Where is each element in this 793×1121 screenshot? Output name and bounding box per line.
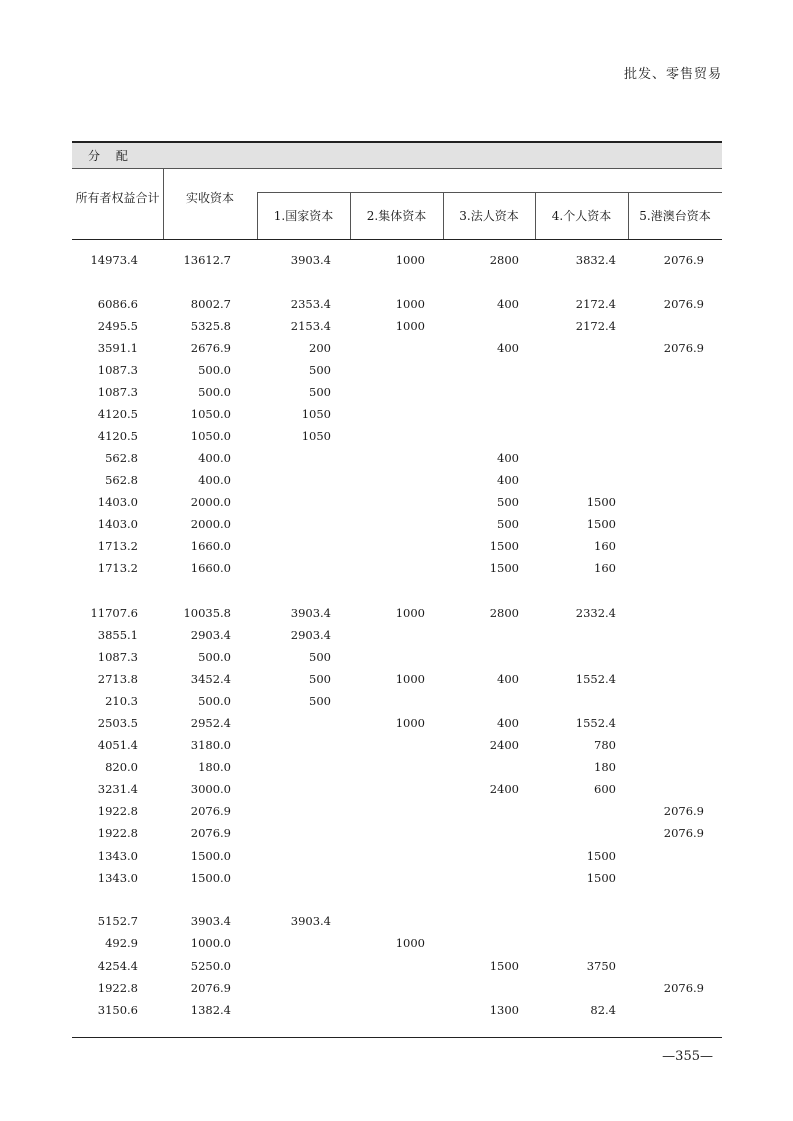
table-row bbox=[0, 756, 793, 778]
table-row bbox=[0, 602, 793, 624]
table-row bbox=[0, 955, 793, 977]
table-cell: 2495.5 bbox=[97, 319, 138, 333]
table-cell: 1500 bbox=[586, 495, 616, 509]
table-row bbox=[0, 491, 793, 513]
table-row bbox=[0, 999, 793, 1021]
table-cell: 5325.8 bbox=[190, 319, 231, 333]
table-row bbox=[0, 668, 793, 690]
table-cell: 2076.9 bbox=[663, 297, 704, 311]
band-label: 分 配 bbox=[88, 149, 134, 163]
table-cell: 3231.4 bbox=[97, 782, 138, 796]
table-row bbox=[0, 315, 793, 337]
table-cell: 2353.4 bbox=[290, 297, 331, 311]
header-hk-macau-tw-capital: 5.港澳台资本 bbox=[639, 209, 711, 223]
table-row bbox=[0, 822, 793, 844]
table-cell: 500 bbox=[497, 517, 519, 531]
table-cell: 82.4 bbox=[590, 1003, 616, 1017]
table-cell: 400 bbox=[497, 672, 519, 686]
table-cell: 500 bbox=[309, 672, 331, 686]
table-cell: 2800 bbox=[489, 606, 519, 620]
page-number: —355— bbox=[662, 1049, 713, 1064]
table-cell: 1922.8 bbox=[97, 826, 138, 840]
table-row bbox=[0, 425, 793, 447]
table-row bbox=[0, 932, 793, 954]
table-row bbox=[0, 513, 793, 535]
table-row bbox=[0, 734, 793, 756]
table-cell: 400.0 bbox=[198, 473, 231, 487]
table-cell: 3903.4 bbox=[290, 914, 331, 928]
table-cell: 1087.3 bbox=[97, 650, 138, 664]
table-row bbox=[0, 845, 793, 867]
table-cell: 500.0 bbox=[198, 385, 231, 399]
table-cell: 500 bbox=[309, 650, 331, 664]
table-cell: 2400 bbox=[489, 782, 519, 796]
table-cell: 2076.9 bbox=[663, 826, 704, 840]
table-cell: 1713.2 bbox=[97, 539, 138, 553]
table-cell: 2076.9 bbox=[663, 253, 704, 267]
table-cell: 14973.4 bbox=[90, 253, 138, 267]
table-cell: 200 bbox=[309, 341, 331, 355]
table-row bbox=[0, 381, 793, 403]
table-cell: 1050 bbox=[301, 429, 331, 443]
table-cell: 1500 bbox=[586, 517, 616, 531]
table-cell: 3855.1 bbox=[97, 628, 138, 642]
table-row bbox=[0, 646, 793, 668]
table-cell: 1500 bbox=[489, 561, 519, 575]
table-cell: 500.0 bbox=[198, 694, 231, 708]
table-row bbox=[0, 249, 793, 271]
table-cell: 2000.0 bbox=[190, 495, 231, 509]
table-row bbox=[0, 557, 793, 579]
header-collective-capital: 2.集体资本 bbox=[366, 209, 427, 223]
table-cell: 2076.9 bbox=[663, 341, 704, 355]
table-cell: 1343.0 bbox=[97, 849, 138, 863]
table-cell: 1000 bbox=[395, 936, 425, 950]
table-cell: 1500 bbox=[586, 871, 616, 885]
table-cell: 3000.0 bbox=[190, 782, 231, 796]
table-cell: 500.0 bbox=[198, 650, 231, 664]
table-cell: 11707.6 bbox=[90, 606, 138, 620]
table-cell: 1660.0 bbox=[190, 539, 231, 553]
table-cell: 1552.4 bbox=[575, 716, 616, 730]
table-cell: 2503.5 bbox=[97, 716, 138, 730]
table-cell: 180 bbox=[594, 760, 616, 774]
table-cell: 5250.0 bbox=[190, 959, 231, 973]
table-cell: 1403.0 bbox=[97, 517, 138, 531]
table-cell: 3591.1 bbox=[97, 341, 138, 355]
table-row bbox=[0, 867, 793, 889]
table-cell: 2713.8 bbox=[97, 672, 138, 686]
table-cell: 492.9 bbox=[105, 936, 138, 950]
table-cell: 2400 bbox=[489, 738, 519, 752]
running-head: 批发、零售贸易 bbox=[623, 67, 722, 82]
table-row bbox=[0, 293, 793, 315]
table-row bbox=[0, 690, 793, 712]
table-cell: 400 bbox=[497, 716, 519, 730]
table-row bbox=[0, 469, 793, 491]
table-cell: 820.0 bbox=[105, 760, 138, 774]
table-cell: 4254.4 bbox=[97, 959, 138, 973]
table-cell: 1343.0 bbox=[97, 871, 138, 885]
table-cell: 1000 bbox=[395, 297, 425, 311]
table-cell: 2076.9 bbox=[190, 981, 231, 995]
header-state-capital: 1.国家资本 bbox=[273, 209, 334, 223]
table-row bbox=[0, 535, 793, 557]
table-cell: 3452.4 bbox=[190, 672, 231, 686]
table-cell: 1500.0 bbox=[190, 871, 231, 885]
table-cell: 2076.9 bbox=[190, 826, 231, 840]
table-row bbox=[0, 712, 793, 734]
table-cell: 3903.4 bbox=[290, 253, 331, 267]
header-individual-capital: 4.个人资本 bbox=[551, 209, 612, 223]
table-cell: 4051.4 bbox=[97, 738, 138, 752]
table-cell: 500 bbox=[497, 495, 519, 509]
table-header bbox=[72, 169, 722, 240]
table-cell: 2903.4 bbox=[290, 628, 331, 642]
table-cell: 4120.5 bbox=[97, 407, 138, 421]
table-cell: 562.8 bbox=[105, 473, 138, 487]
table-row bbox=[0, 977, 793, 999]
table-cell: 1922.8 bbox=[97, 804, 138, 818]
header-paid-in-capital: 实收资本 bbox=[185, 190, 234, 205]
table-cell: 5152.7 bbox=[97, 914, 138, 928]
table-cell: 500 bbox=[309, 694, 331, 708]
table-cell: 2800 bbox=[489, 253, 519, 267]
table-cell: 13612.7 bbox=[183, 253, 231, 267]
table-cell: 1050.0 bbox=[190, 407, 231, 421]
table-cell: 1922.8 bbox=[97, 981, 138, 995]
table-cell: 2076.9 bbox=[190, 804, 231, 818]
table-cell: 210.3 bbox=[105, 694, 138, 708]
table-cell: 3180.0 bbox=[190, 738, 231, 752]
table-cell: 1087.3 bbox=[97, 385, 138, 399]
table-cell: 4120.5 bbox=[97, 429, 138, 443]
table-cell: 400 bbox=[497, 451, 519, 465]
table-cell: 3150.6 bbox=[97, 1003, 138, 1017]
table-cell: 1500.0 bbox=[190, 849, 231, 863]
table-cell: 180.0 bbox=[198, 760, 231, 774]
table-cell: 2172.4 bbox=[575, 319, 616, 333]
table-cell: 2153.4 bbox=[290, 319, 331, 333]
table-cell: 1000.0 bbox=[190, 936, 231, 950]
table-row bbox=[0, 447, 793, 469]
table-cell: 400 bbox=[497, 297, 519, 311]
table-cell: 1660.0 bbox=[190, 561, 231, 575]
table-cell: 1000 bbox=[395, 319, 425, 333]
table-cell: 2332.4 bbox=[575, 606, 616, 620]
table-cell: 160 bbox=[594, 561, 616, 575]
table-cell: 6086.6 bbox=[97, 297, 138, 311]
table-cell: 1403.0 bbox=[97, 495, 138, 509]
table-cell: 1500 bbox=[489, 539, 519, 553]
table-cell: 2076.9 bbox=[663, 804, 704, 818]
table-cell: 3903.4 bbox=[290, 606, 331, 620]
table-cell: 780 bbox=[594, 738, 616, 752]
table-cell: 3832.4 bbox=[575, 253, 616, 267]
table-cell: 2903.4 bbox=[190, 628, 231, 642]
table-cell: 500 bbox=[309, 363, 331, 377]
table-cell: 1000 bbox=[395, 606, 425, 620]
table-cell: 1050 bbox=[301, 407, 331, 421]
table-cell: 1300 bbox=[489, 1003, 519, 1017]
table-bottom-rule bbox=[72, 1037, 722, 1038]
table-cell: 1087.3 bbox=[97, 363, 138, 377]
table-cell: 400 bbox=[497, 473, 519, 487]
table-cell: 2076.9 bbox=[663, 981, 704, 995]
table-cell: 10035.8 bbox=[183, 606, 231, 620]
table-row bbox=[0, 778, 793, 800]
table-cell: 2172.4 bbox=[575, 297, 616, 311]
table-cell: 500.0 bbox=[198, 363, 231, 377]
table-cell: 160 bbox=[594, 539, 616, 553]
table-cell: 1500 bbox=[489, 959, 519, 973]
table-cell: 1000 bbox=[395, 253, 425, 267]
table-cell: 500 bbox=[309, 385, 331, 399]
table-cell: 400 bbox=[497, 341, 519, 355]
table-row bbox=[0, 359, 793, 381]
table-cell: 562.8 bbox=[105, 451, 138, 465]
table-cell: 2000.0 bbox=[190, 517, 231, 531]
table-cell: 1000 bbox=[395, 716, 425, 730]
table-cell: 1382.4 bbox=[190, 1003, 231, 1017]
data-table bbox=[72, 141, 722, 240]
table-row bbox=[0, 403, 793, 425]
table-row bbox=[0, 624, 793, 646]
table-row bbox=[0, 800, 793, 822]
table-cell: 8002.7 bbox=[190, 297, 231, 311]
table-cell: 1500 bbox=[586, 849, 616, 863]
table-row bbox=[0, 910, 793, 932]
table-cell: 400.0 bbox=[198, 451, 231, 465]
header-total-equity: 所有者权益合计 bbox=[75, 190, 160, 205]
table-row bbox=[0, 337, 793, 359]
table-cell: 600 bbox=[594, 782, 616, 796]
table-cell: 2676.9 bbox=[190, 341, 231, 355]
table-cell: 1552.4 bbox=[575, 672, 616, 686]
table-cell: 1050.0 bbox=[190, 429, 231, 443]
table-cell: 3903.4 bbox=[190, 914, 231, 928]
table-cell: 3750 bbox=[586, 959, 616, 973]
table-cell: 2952.4 bbox=[190, 716, 231, 730]
table-band bbox=[72, 143, 722, 169]
table-cell: 1000 bbox=[395, 672, 425, 686]
header-legal-person-capital: 3.法人资本 bbox=[459, 209, 519, 223]
table-cell: 1713.2 bbox=[97, 561, 138, 575]
